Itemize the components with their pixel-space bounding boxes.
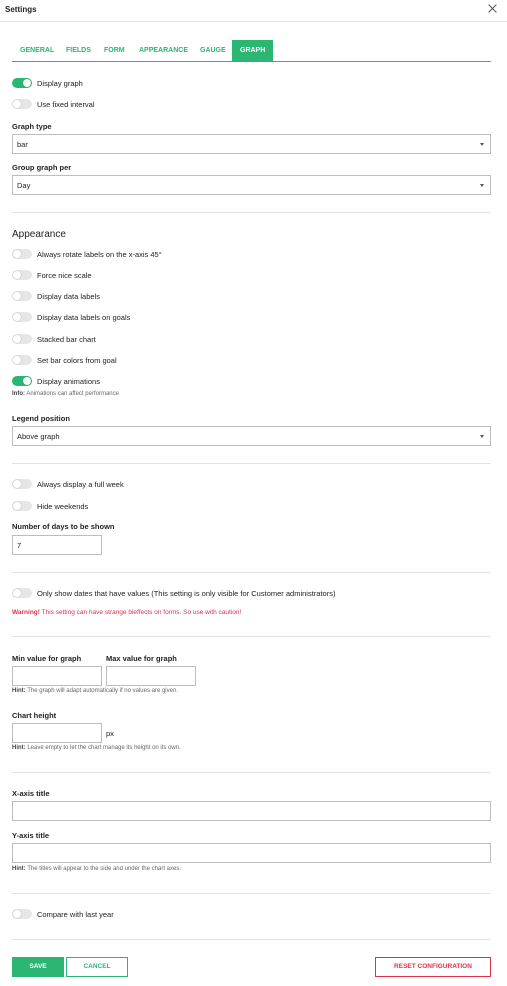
num-days-input[interactable] xyxy=(12,535,102,555)
only-values-row xyxy=(12,587,335,599)
divider xyxy=(12,572,491,573)
bar-colors-toggle[interactable] xyxy=(12,355,32,365)
axes-hint xyxy=(12,866,181,872)
graph-type-select[interactable] xyxy=(12,134,491,154)
divider xyxy=(12,463,491,464)
only-values-toggle[interactable] xyxy=(12,588,32,598)
range-hint xyxy=(12,688,178,694)
tab-form[interactable]: FORM xyxy=(104,47,125,54)
tab-gauge[interactable]: GAUGE xyxy=(200,47,226,54)
hint-text: The titles will appear to the side and under the chart axes. xyxy=(27,866,181,872)
min-value-input[interactable] xyxy=(12,666,102,686)
animations-info xyxy=(12,391,119,397)
group-per-label: Group graph per xyxy=(12,163,72,172)
compare-toggle[interactable] xyxy=(12,909,32,919)
save-button[interactable]: SAVE xyxy=(12,957,64,977)
only-values-warning xyxy=(12,609,241,616)
appearance-toggle-row xyxy=(12,290,100,302)
chart-height-hint xyxy=(12,745,181,751)
divider xyxy=(12,636,491,637)
display-graph-row xyxy=(12,77,83,89)
hint-text: The graph will adapt automatically if no values are given. xyxy=(27,688,178,694)
bar-colors-label: Set bar colors from goal xyxy=(37,355,117,365)
info-text: Animations can affect performance xyxy=(26,391,119,397)
group-per-select[interactable] xyxy=(12,175,491,195)
full-week-row xyxy=(12,478,124,490)
warning-prefix: Warning! xyxy=(12,609,40,616)
divider xyxy=(12,893,491,894)
hint-prefix: Hint: xyxy=(12,745,26,751)
dialog-header xyxy=(0,0,507,22)
chevron-down-icon xyxy=(480,435,484,438)
chevron-down-icon xyxy=(480,143,484,146)
goal-labels-toggle[interactable] xyxy=(12,312,32,322)
legend-position-label: Legend position xyxy=(12,414,70,423)
goal-labels-label: Display data labels on goals xyxy=(37,312,131,322)
chart-height-unit: px xyxy=(106,729,114,738)
stacked-bar-label: Stacked bar chart xyxy=(37,334,96,344)
appearance-title: Appearance xyxy=(12,229,66,240)
rotate-labels-label: Always rotate labels on the x-axis 45° xyxy=(37,249,162,259)
divider xyxy=(12,939,491,940)
hide-weekends-row xyxy=(12,500,88,512)
cancel-button[interactable]: CANCEL xyxy=(66,957,128,977)
nice-scale-toggle[interactable] xyxy=(12,270,32,280)
dialog-title: Settings xyxy=(5,5,37,14)
max-value-label: Max value for graph xyxy=(106,654,177,663)
compare-label: Compare with last year xyxy=(37,909,114,919)
chart-height-input[interactable] xyxy=(12,723,102,743)
appearance-toggle-row xyxy=(12,311,130,323)
x-axis-title-label: X-axis title xyxy=(12,789,50,798)
data-labels-toggle[interactable] xyxy=(12,291,32,301)
rotate-labels-toggle[interactable] xyxy=(12,249,32,259)
divider xyxy=(12,772,491,773)
fixed-interval-toggle[interactable] xyxy=(12,99,32,109)
stacked-bar-toggle[interactable] xyxy=(12,334,32,344)
appearance-toggle-row xyxy=(12,333,96,345)
graph-type-value: bar xyxy=(17,140,28,149)
full-week-label: Always display a full week xyxy=(37,479,124,489)
group-per-value: Day xyxy=(17,181,31,190)
appearance-toggle-row xyxy=(12,354,117,366)
legend-position-select[interactable] xyxy=(12,426,491,446)
graph-type-label: Graph type xyxy=(12,122,52,131)
min-value-label: Min value for graph xyxy=(12,654,82,663)
appearance-toggle-row xyxy=(12,375,100,387)
full-week-toggle[interactable] xyxy=(12,479,32,489)
y-axis-title-input[interactable] xyxy=(12,843,491,863)
reset-configuration-button[interactable]: RESET CONFIGURATION xyxy=(375,957,491,977)
data-labels-label: Display data labels xyxy=(37,291,100,301)
chart-height-label: Chart height xyxy=(12,711,57,720)
display-graph-label: Display graph xyxy=(37,78,83,88)
hint-text: Leave empty to let the chart manage its height on its own. xyxy=(27,745,181,751)
close-icon[interactable] xyxy=(487,3,499,15)
info-prefix: Info: xyxy=(12,391,25,397)
tab-general[interactable]: GENERAL xyxy=(20,47,55,54)
max-value-input[interactable] xyxy=(106,666,196,686)
nice-scale-label: Force nice scale xyxy=(37,270,92,280)
fixed-interval-row xyxy=(12,98,95,110)
fixed-interval-label: Use fixed interval xyxy=(37,99,95,109)
tab-graph[interactable]: GRAPH xyxy=(232,40,273,61)
tab-appearance[interactable]: APPEARANCE xyxy=(139,47,189,54)
hide-weekends-toggle[interactable] xyxy=(12,501,32,511)
appearance-toggle-row xyxy=(12,248,162,260)
compare-row xyxy=(12,908,114,920)
chevron-down-icon xyxy=(480,184,484,187)
animations-toggle[interactable] xyxy=(12,376,32,386)
y-axis-title-label: Y-axis title xyxy=(12,831,50,840)
display-graph-toggle[interactable] xyxy=(12,78,32,88)
legend-position-value: Above graph xyxy=(17,432,60,441)
hint-prefix: Hint: xyxy=(12,866,26,872)
divider xyxy=(12,212,491,213)
hide-weekends-label: Hide weekends xyxy=(37,501,89,511)
x-axis-title-input[interactable] xyxy=(12,801,491,821)
hint-prefix: Hint: xyxy=(12,688,26,694)
tab-fields[interactable]: FIELDS xyxy=(66,47,91,54)
num-days-label: Number of days to be shown xyxy=(12,522,115,531)
only-values-label: Only show dates that have values (This setting is only visible for Customer administrators) xyxy=(37,588,336,598)
tab-bar xyxy=(12,40,491,62)
animations-label: Display animations xyxy=(37,376,100,386)
warning-text: This setting can have strange bieffects on forms. So use with caution! xyxy=(41,609,242,616)
appearance-toggle-row xyxy=(12,269,92,281)
